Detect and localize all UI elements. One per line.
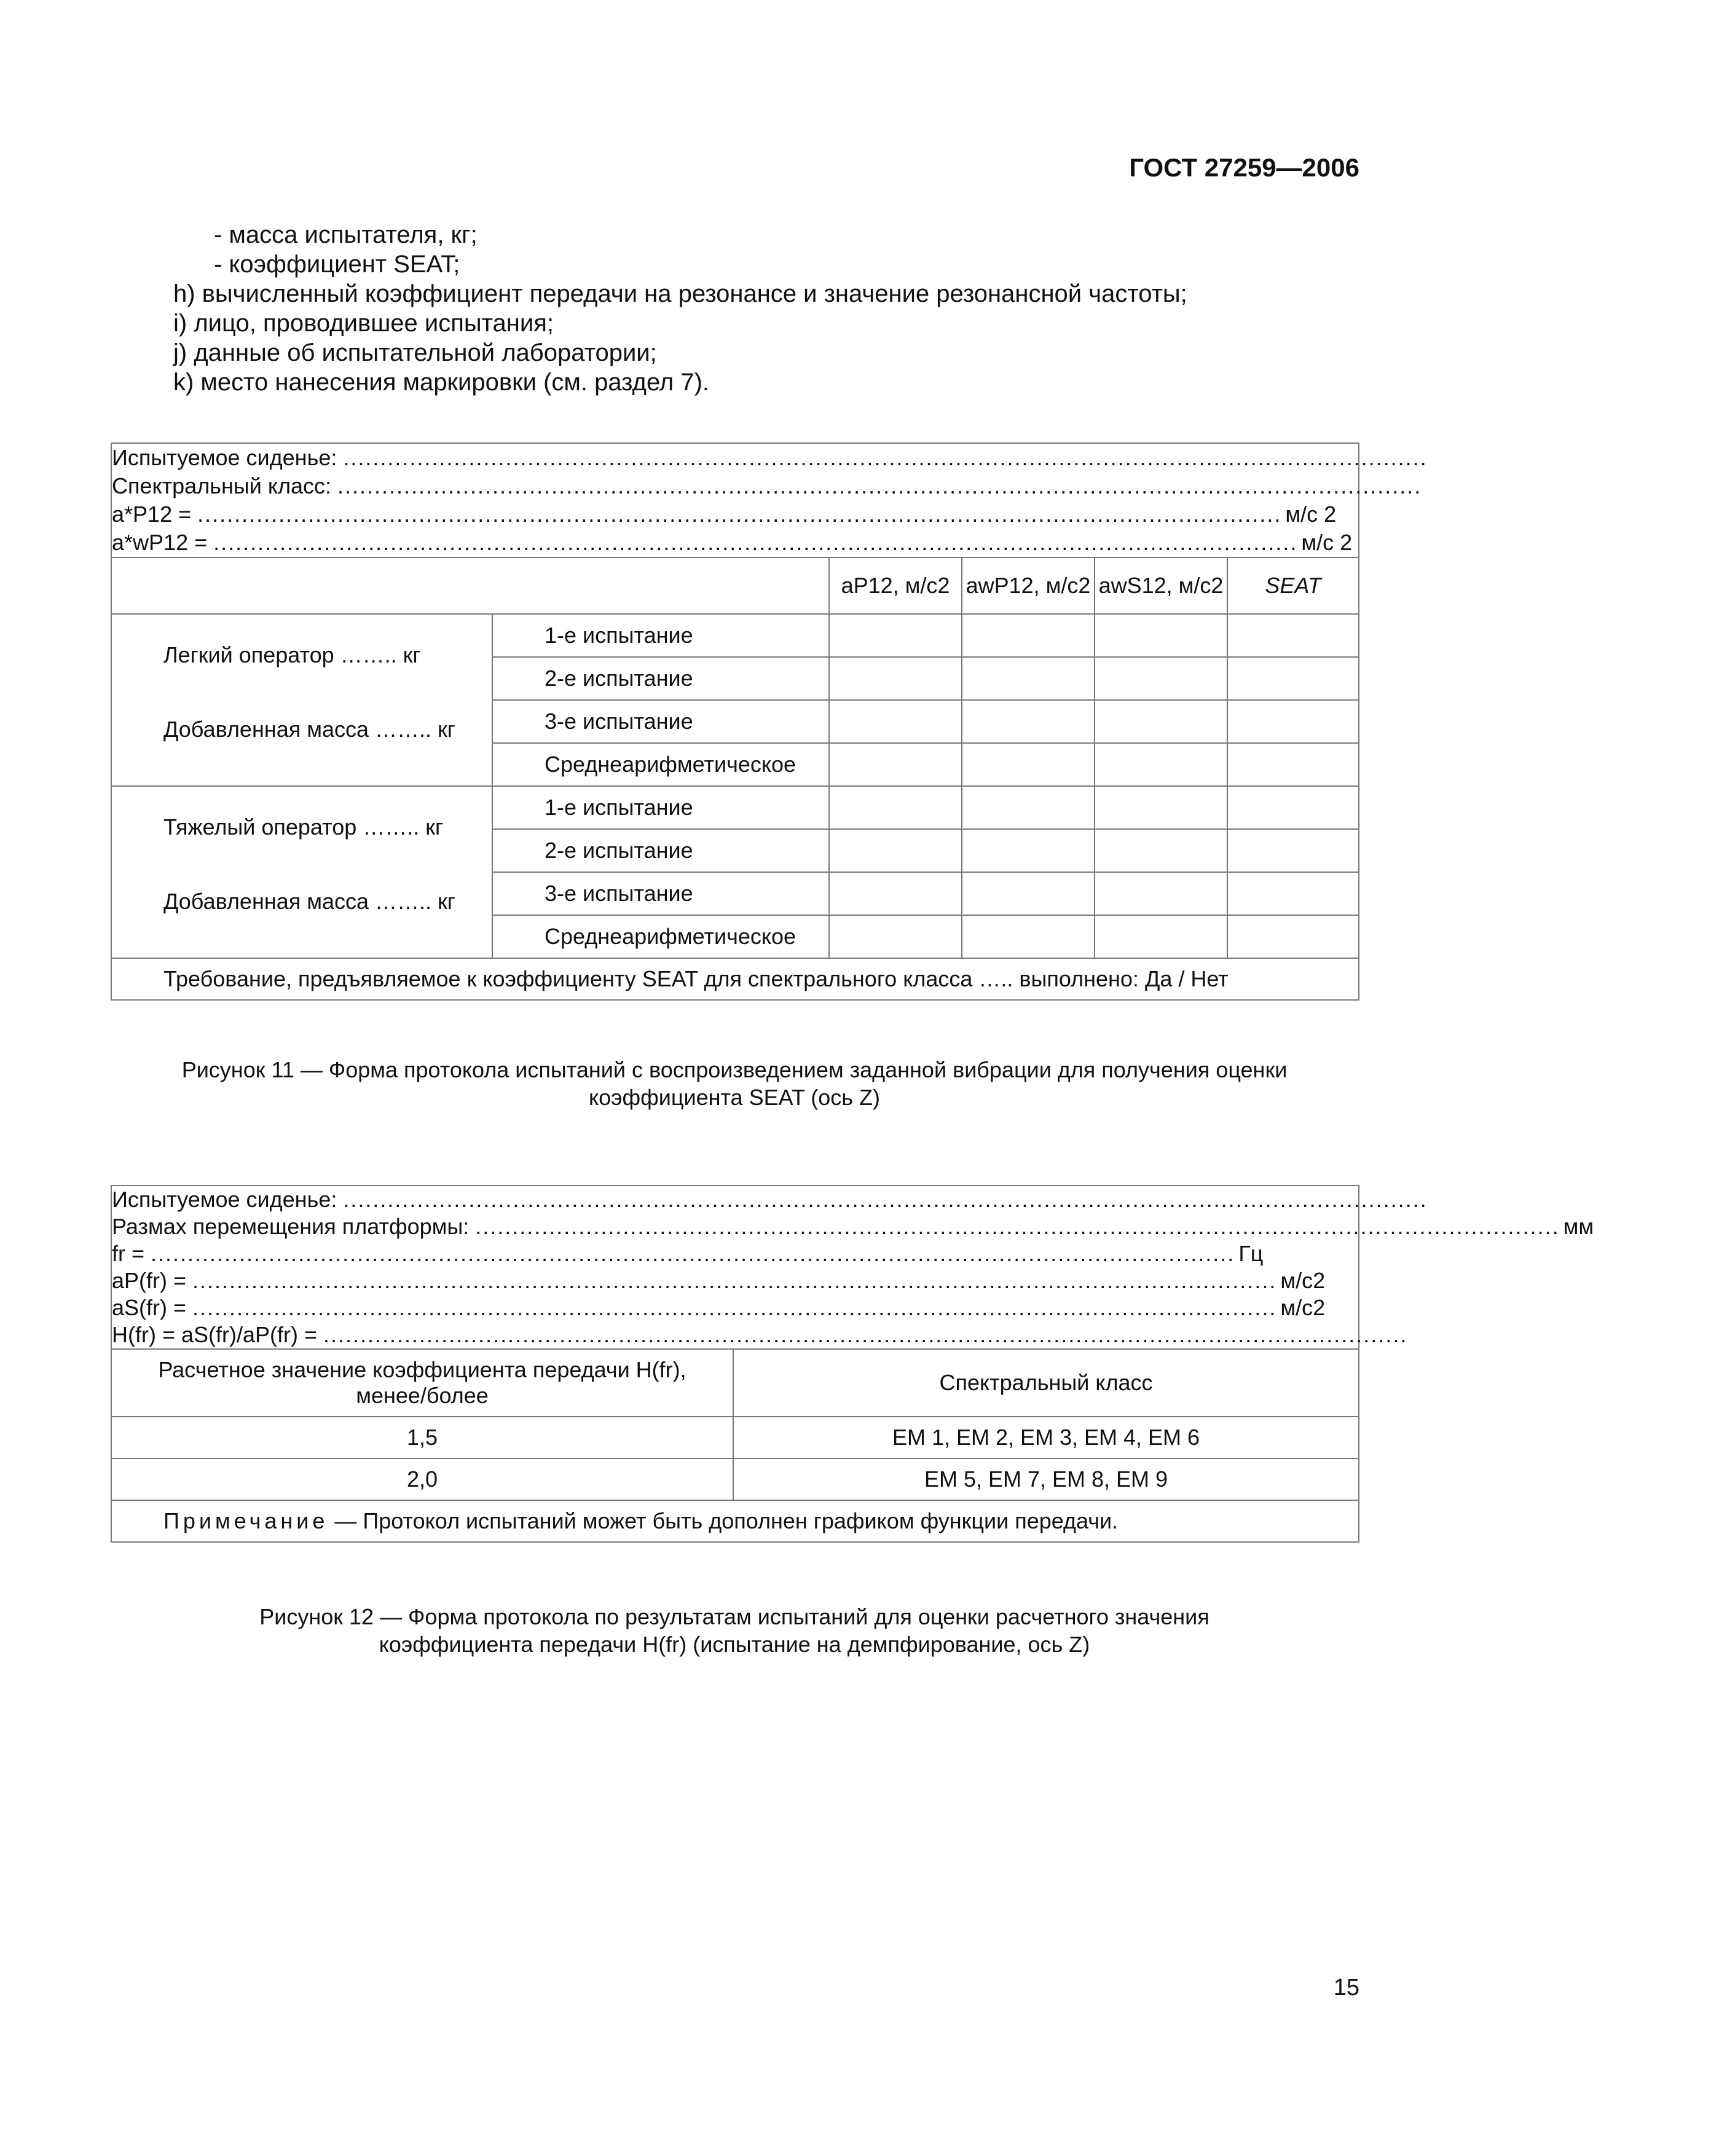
dot-leader: ................................................................................................................................................... xyxy=(475,1214,1560,1239)
unit-ms2: м/с 2 xyxy=(1301,530,1353,555)
platform-label: Размах перемещения платформы: xyxy=(112,1214,470,1239)
value-cell xyxy=(962,915,1095,958)
value-cell xyxy=(1095,657,1227,700)
ap-label: aP(fr) = xyxy=(112,1268,187,1293)
unit-hz: Гц xyxy=(1238,1241,1264,1266)
requirement-row: Требование, предъявляемое к коэффициенту SEAT для спектрального класса ….. выполнено: Да / Нет xyxy=(111,958,1359,1000)
protocol-form-12 xyxy=(111,1185,1594,1543)
col-seat: SEAT xyxy=(1227,557,1359,614)
note-label: Примечание xyxy=(163,1508,329,1534)
col-spectral-class: Спектральный класс xyxy=(733,1349,1359,1417)
col-aws12: awS12, м/с2 xyxy=(1095,557,1227,614)
value-cell xyxy=(829,614,962,657)
dot-leader: ................................................................................................................................................... xyxy=(192,1295,1277,1320)
test-label: 2-е испытание xyxy=(492,829,829,872)
as-label: aS(fr) = xyxy=(112,1295,187,1320)
value-cell xyxy=(829,743,962,786)
seat-label: Испытуемое сиденье: xyxy=(112,445,337,470)
value-cell xyxy=(829,915,962,958)
test-label: 1-е испытание xyxy=(492,614,829,657)
value-cell xyxy=(962,786,1095,829)
value-cell xyxy=(1095,743,1227,786)
col-awp12: awP12, м/с2 xyxy=(962,557,1095,614)
protocol-form-11 xyxy=(111,443,1428,1001)
light-operator-label: Легкий оператор …….. кг xyxy=(163,642,421,667)
class-label: Спектральный класс: xyxy=(112,473,332,498)
note-row xyxy=(111,1500,1359,1542)
light-operator-group xyxy=(111,614,492,786)
value-cell xyxy=(962,872,1095,915)
coefficient-value: 2,0 xyxy=(111,1458,733,1500)
value-cell xyxy=(1227,614,1359,657)
col-transfer-coefficient: Расчетное значение коэффициента передачи H(fr), менее/более xyxy=(111,1349,733,1417)
caption-line: коэффициента SEAT (ось Z) xyxy=(588,1085,881,1110)
figure-12-caption xyxy=(111,1603,1358,1658)
header-empty-cell xyxy=(111,557,829,614)
h-label: H(fr) = aS(fr)/aP(fr) = xyxy=(112,1322,318,1347)
test-label: 3-е испытание xyxy=(492,700,829,743)
dot-leader: ................................................................................................................................................... xyxy=(343,445,1428,470)
note-text: — Протокол испытаний может быть дополнен графиком функции передачи. xyxy=(334,1508,1119,1534)
value-cell xyxy=(962,614,1095,657)
value-cell xyxy=(1227,786,1359,829)
value-cell xyxy=(1095,872,1227,915)
value-cell xyxy=(1227,657,1359,700)
value-cell xyxy=(829,657,962,700)
value-cell xyxy=(1227,743,1359,786)
unit-mm: мм xyxy=(1563,1214,1594,1239)
list-item-k: k) место нанесения маркировки (см. раздел 7). xyxy=(173,369,710,396)
test-label: Среднеарифметическое xyxy=(492,743,829,786)
value-cell xyxy=(1227,829,1359,872)
value-cell xyxy=(962,657,1095,700)
dot-leader: ................................................................................................................................................... xyxy=(197,502,1282,527)
value-cell xyxy=(1095,700,1227,743)
value-cell xyxy=(962,743,1095,786)
unit-ms2: м/с 2 xyxy=(1285,502,1337,527)
value-cell xyxy=(1227,700,1359,743)
coefficient-value: 1,5 xyxy=(111,1417,733,1458)
dot-leader: ................................................................................................................................................... xyxy=(337,473,1422,498)
value-cell xyxy=(829,786,962,829)
value-cell xyxy=(1095,786,1227,829)
document-id: ГОСТ 27259—2006 xyxy=(1129,153,1359,182)
value-cell xyxy=(1227,915,1359,958)
list-item-h: h) вычисленный коэффициент передачи на резонансе и значение резонансной частоты; xyxy=(173,280,1187,307)
added-mass-label: Добавленная масса …….. кг xyxy=(163,889,455,915)
dot-leader: ................................................................................................................................................... xyxy=(343,1187,1428,1212)
value-cell xyxy=(962,829,1095,872)
dot-leader: ................................................................................................................................................... xyxy=(192,1268,1277,1293)
form12-header-block xyxy=(111,1186,1594,1349)
unit-ms2: м/с2 xyxy=(1280,1295,1326,1320)
list-item-j: j) данные об испытательной лаборатории; xyxy=(173,339,657,366)
value-cell xyxy=(1227,872,1359,915)
caption-line: Рисунок 12 — Форма протокола по результатам испытаний для оценки расчетного значения xyxy=(259,1604,1210,1629)
caption-line: Рисунок 11 — Форма протокола испытаний с воспроизведением заданной вибрации для получения оценки xyxy=(181,1057,1288,1082)
unit-ms2: м/с2 xyxy=(1280,1268,1326,1293)
dot-leader: ................................................................................................................................................... xyxy=(323,1322,1408,1347)
test-label: Среднеарифметическое xyxy=(492,915,829,958)
value-cell xyxy=(829,872,962,915)
test-label: 1-е испытание xyxy=(492,786,829,829)
spectral-classes: ЕМ 1, ЕМ 2, ЕМ 3, ЕМ 4, ЕМ 6 xyxy=(733,1417,1359,1458)
value-cell xyxy=(1095,829,1227,872)
fr-label: fr = xyxy=(112,1241,145,1266)
dot-leader: ................................................................................................................................................... xyxy=(151,1241,1235,1266)
dot-leader: ................................................................................................................................................... xyxy=(213,530,1298,555)
ap12-label: a*P12 = xyxy=(112,502,192,527)
col-ap12: aP12, м/с2 xyxy=(829,557,962,614)
value-cell xyxy=(1095,915,1227,958)
value-cell xyxy=(829,829,962,872)
added-mass-label: Добавленная масса …….. кг xyxy=(163,717,455,742)
heavy-operator-group xyxy=(111,786,492,958)
test-label: 3-е испытание xyxy=(492,872,829,915)
spectral-classes: ЕМ 5, ЕМ 7, ЕМ 8, ЕМ 9 xyxy=(733,1458,1359,1500)
list-item-i: i) лицо, проводившее испытания; xyxy=(173,310,554,337)
list-sub-seat: - коэффициент SEAT; xyxy=(214,251,460,278)
value-cell xyxy=(1095,614,1227,657)
figure-11-caption xyxy=(111,1056,1358,1111)
heavy-operator-label: Тяжелый оператор …….. кг xyxy=(163,814,444,840)
test-label: 2-е испытание xyxy=(492,657,829,700)
awp12-label: a*wP12 = xyxy=(112,530,208,555)
caption-line: коэффициента передачи H(fr) (испытание на демпфирование, ось Z) xyxy=(379,1632,1090,1657)
value-cell xyxy=(962,700,1095,743)
value-cell xyxy=(829,700,962,743)
seat-label: Испытуемое сиденье: xyxy=(112,1187,337,1212)
list-sub-mass: - масса испытателя, кг; xyxy=(214,221,478,248)
page-number: 15 xyxy=(1333,1975,1359,2001)
form11-header-block xyxy=(111,443,1428,557)
